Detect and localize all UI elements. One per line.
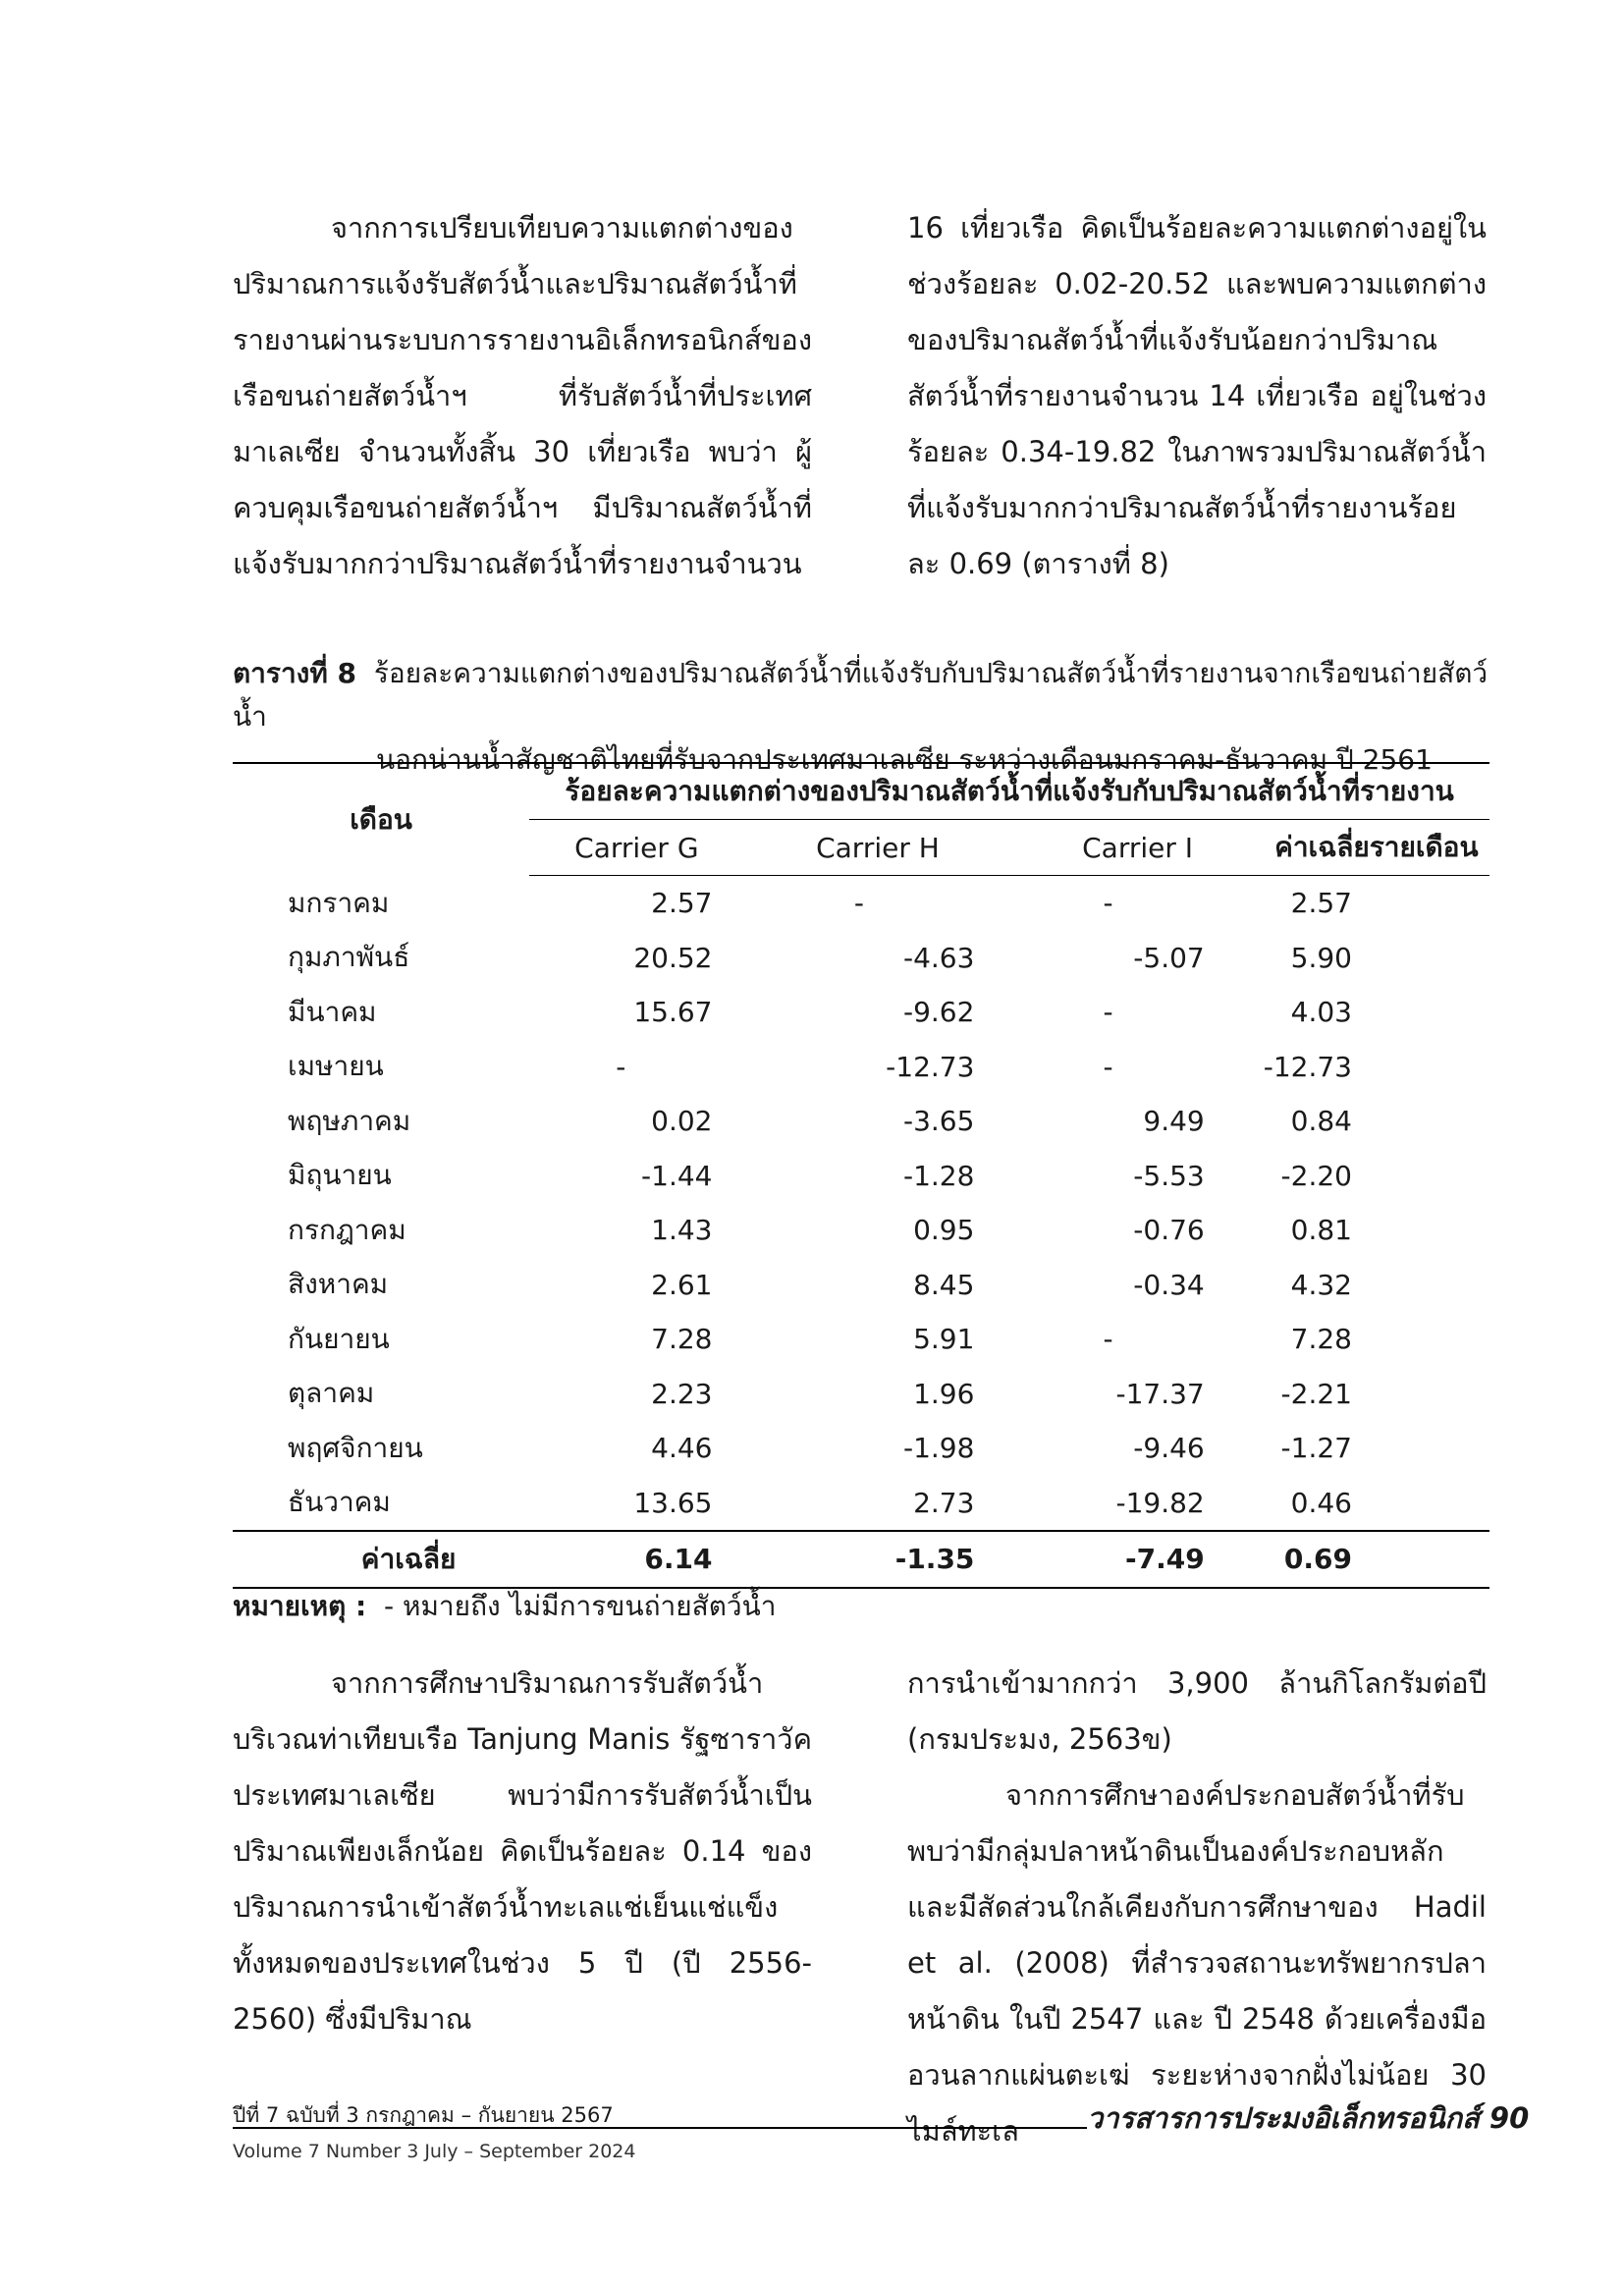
- value-cell-m: -2.21: [1280, 1377, 1352, 1410]
- table-row: [233, 1040, 1489, 1095]
- average-label: ค่าเฉลี่ย: [233, 1531, 529, 1588]
- value-cell-h: -: [853, 887, 864, 920]
- table-row: [233, 1258, 1489, 1313]
- table-row: [233, 1094, 1489, 1149]
- month-cell: พฤษภาคม: [288, 1104, 411, 1137]
- value-cell-g: 1.43: [651, 1214, 713, 1247]
- col-header-carrier-i: Carrier I: [1011, 820, 1263, 876]
- footer-issue-thai: ปีที่ 7 ฉบับที่ 3 กรกฎาคม – กันยายน 2567: [233, 2103, 614, 2127]
- table-row: [233, 1312, 1489, 1367]
- average-value-i: -7.49: [1011, 1531, 1263, 1588]
- month-cell: มีนาคม: [288, 995, 377, 1028]
- value-cell-h: 2.73: [913, 1486, 975, 1519]
- average-value-g: 6.14: [529, 1531, 743, 1588]
- month-cell: ธันวาคม: [288, 1486, 391, 1519]
- value-cell-g: 2.61: [651, 1268, 713, 1301]
- value-cell-g: -1.44: [641, 1159, 713, 1192]
- month-cell: กันยายน: [288, 1322, 390, 1355]
- table-note: [233, 1585, 777, 1628]
- value-cell-i: 9.49: [1143, 1105, 1205, 1138]
- value-cell-h: 5.91: [913, 1323, 975, 1356]
- value-cell-m: 4.32: [1290, 1268, 1352, 1301]
- value-cell-h: -1.28: [902, 1159, 975, 1192]
- note-text: - หมายถึง ไม่มีการขนถ่ายสัตว์น้ำ: [384, 1590, 777, 1622]
- month-cell: สิงหาคม: [288, 1268, 389, 1301]
- value-cell-g: 4.46: [651, 1432, 713, 1465]
- month-header: เดือน: [233, 763, 529, 876]
- value-cell-i: -5.53: [1133, 1159, 1205, 1192]
- value-cell-g: 2.23: [651, 1377, 713, 1410]
- month-cell: มิถุนายน: [288, 1159, 392, 1192]
- paragraph: จากการเปรียบเทียบความแตกต่างของปริมาณการแจ้งรับสัตว์น้ำและปริมาณสัตว์น้ำที่รายงานผ่านระบบการรายงานอิเล็กทรอนิกส์ของเรือขนถ่ายสัตว์น้ำฯ ที่รับสัตว์น้ำที่ประเทศมาเลเซีย จำนวนทั้งสิ้น 30 เที่ยวเรือ พบว่า ผู้ควบคุมเรือขนถ่ายสัตว์น้ำฯ มีปริมาณสัตว์น้ำที่แจ้งรับมากกว่าปริมาณสัตว์น้ำที่รายงานจำนวน: [233, 211, 812, 580]
- value-cell-h: -3.65: [902, 1105, 975, 1138]
- col-header-monthly-avg: ค่าเฉลี่ยรายเดือน: [1264, 820, 1489, 876]
- value-cell-h: 0.95: [913, 1214, 975, 1247]
- note-label: หมายเหตุ :: [233, 1590, 367, 1622]
- value-cell-g: 7.28: [651, 1323, 713, 1356]
- value-cell-m: 5.90: [1290, 941, 1352, 974]
- table-caption-label: ตารางที่ 8: [233, 657, 357, 689]
- value-cell-i: -9.46: [1133, 1432, 1205, 1465]
- table-row: [233, 876, 1489, 931]
- average-value-h: -1.35: [743, 1531, 1011, 1588]
- group-header: ร้อยละความแตกต่างของปริมาณสัตว์น้ำที่แจ้งรับกับปริมาณสัตว์น้ำที่รายงาน: [529, 763, 1489, 820]
- table-row: [233, 1367, 1489, 1422]
- value-cell-i: -19.82: [1115, 1486, 1205, 1519]
- value-cell-i: -: [1103, 887, 1113, 920]
- footer-journal-title: วารสารการประมงอิเล็กทรอนิกส์ 90: [1087, 2101, 1530, 2135]
- table-row: [233, 985, 1489, 1040]
- average-value-m: 0.69: [1264, 1531, 1489, 1588]
- table-row: [233, 1421, 1489, 1476]
- value-cell-i: -17.37: [1115, 1377, 1205, 1410]
- value-cell-h: -1.98: [902, 1432, 975, 1465]
- value-cell-m: -12.73: [1263, 1050, 1352, 1083]
- value-cell-i: -0.76: [1133, 1214, 1205, 1247]
- value-cell-i: -: [1103, 996, 1113, 1029]
- value-cell-i: -5.07: [1133, 941, 1205, 974]
- value-cell-i: -0.34: [1133, 1268, 1205, 1301]
- value-cell-m: -2.20: [1280, 1159, 1352, 1192]
- value-cell-m: 0.81: [1290, 1214, 1352, 1247]
- paragraph: จากการศึกษาปริมาณการรับสัตว์น้ำบริเวณท่าเทียบเรือ Tanjung Manis รัฐซาราวัค ประเทศมาเลเซีย พบว่ามีการรับสัตว์น้ำเป็นปริมาณเพียงเล็กน้อย คิดเป็นร้อยละ 0.14 ของปริมาณการนำเข้าสัตว์น้ำทะเลแช่เย็นแช่แข็งทั้งหมดของประเทศในช่วง 5 ปี (ปี 2556-2560) ซึ่งมีปริมาณ: [233, 1666, 812, 2036]
- left-column-top: [233, 200, 812, 592]
- footer-issue-english: Volume 7 Number 3 July – September 2024: [233, 2141, 636, 2162]
- value-cell-g: 2.57: [651, 887, 713, 920]
- table-row: [233, 1149, 1489, 1204]
- month-cell: พฤศจิกายน: [288, 1431, 423, 1464]
- value-cell-g: 13.65: [633, 1486, 713, 1519]
- paragraph: จากการศึกษาองค์ประกอบสัตว์น้ำที่รับพบว่ามีกลุ่มปลาหน้าดินเป็นองค์ประกอบหลัก และมีสัดส่วนใกล้เคียงกับการศึกษาของ Hadil et al. (2008) ที่สำรวจสถานะทรัพยากรปลาหน้าดิน ในปี 2547 และ ปี 2548 ด้วยเครื่องมืออวนลากแผ่นตะเฆ่ ระยะห่างจากฝั่งไม่น้อย 30 ไมล์ทะเล: [907, 1778, 1487, 2148]
- value-cell-g: 15.67: [633, 996, 713, 1029]
- value-cell-h: 8.45: [913, 1268, 975, 1301]
- table-caption-line2: นอกน่านน้ำสัญชาติไทยที่รับจากประเทศมาเลเซีย ระหว่างเดือนมกราคม-ธันวาคม ปี 2561: [376, 743, 1433, 776]
- right-column-top: [907, 200, 1487, 592]
- value-cell-h: -12.73: [886, 1050, 975, 1083]
- table-row: [233, 1476, 1489, 1532]
- paragraph: การนำเข้ามากกว่า 3,900 ล้านกิโลกรัมต่อปี (กรมประมง, 2563ข): [907, 1666, 1487, 1756]
- value-cell-h: -4.63: [902, 941, 975, 974]
- value-cell-m: 0.46: [1290, 1486, 1352, 1519]
- value-cell-g: 20.52: [633, 941, 713, 974]
- value-cell-m: 2.57: [1290, 887, 1352, 920]
- footer-rule: [233, 2127, 1087, 2129]
- value-cell-m: 7.28: [1290, 1323, 1352, 1356]
- value-cell-m: 4.03: [1290, 996, 1352, 1029]
- average-row: [233, 1531, 1489, 1588]
- data-table: [233, 762, 1489, 1589]
- table-row: [233, 931, 1489, 986]
- value-cell-i: -: [1103, 1050, 1113, 1083]
- value-cell-g: -: [616, 1050, 626, 1083]
- paragraph: 16 เที่ยวเรือ คิดเป็นร้อยละความแตกต่างอยู่ในช่วงร้อยละ 0.02-20.52 และพบความแตกต่างของปริมาณสัตว์น้ำที่แจ้งรับน้อยกว่าปริมาณสัตว์น้ำที่รายงานจำนวน 14 เที่ยวเรือ อยู่ในช่วงร้อยละ 0.34-19.82 ในภาพรวมปริมาณสัตว์น้ำที่แจ้งรับมากกว่าปริมาณสัตว์น้ำที่รายงานร้อยละ 0.69 (ตารางที่ 8): [907, 211, 1487, 580]
- value-cell-i: -: [1103, 1323, 1113, 1356]
- value-cell-h: 1.96: [913, 1377, 975, 1410]
- month-cell: กรกฎาคม: [288, 1213, 406, 1246]
- value-cell-g: 0.02: [651, 1105, 713, 1138]
- month-cell: กุมภาพันธ์: [288, 941, 410, 974]
- value-cell-m: -1.27: [1280, 1432, 1352, 1465]
- col-header-carrier-h: Carrier H: [743, 820, 1011, 876]
- left-column-bottom: [233, 1656, 812, 2047]
- month-cell: มกราคม: [288, 886, 390, 919]
- value-cell-h: -9.62: [902, 996, 975, 1029]
- month-cell: ตุลาคม: [288, 1377, 375, 1410]
- col-header-carrier-g: Carrier G: [529, 820, 743, 876]
- table-row: [233, 1203, 1489, 1258]
- value-cell-m: 0.84: [1290, 1105, 1352, 1138]
- right-column-bottom: [907, 1656, 1487, 2159]
- month-cell: เมษายน: [288, 1050, 384, 1083]
- table-caption-line1: ร้อยละความแตกต่างของปริมาณสัตว์น้ำที่แจ้งรับกับปริมาณสัตว์น้ำที่รายงานจากเรือขนถ่ายสัตว์น้ำ: [233, 657, 1489, 733]
